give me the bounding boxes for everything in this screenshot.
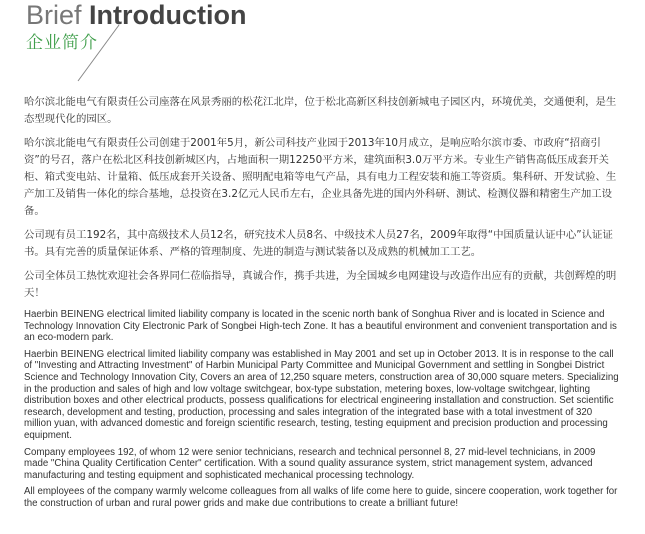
title-light: Brief: [26, 0, 90, 30]
title-bold: Introduction: [89, 0, 247, 30]
intro-paragraph-en-4: All employees of the company warmly welcome colleagues from all walks of life come here to guide, sincere cooperation, work together for the construction of urban and rural power grids and make due contributions to create a brilliant future!: [24, 486, 618, 509]
intro-paragraph-cn-2: 哈尔滨北能电气有限责任公司创建于2001年5月，新公司科技产业园于2013年10月成立，是响应哈尔滨市委、市政府“招商引资”的号召，落户在松北区科技创新城区内，占地面积一期12250平方米，建筑面积3.0万平方米。专业生产销售高低压成套开关柜、箱式变电站、计量箱、低压成套开关设备、照明配电箱等电气产品，具有电力工程安装和施工等资质。集科研、开发试验、生产加工及销售一体化的综合基地，总投资在3.2亿元人民币左右，企业具备先进的国内外科研、测试、检测仪器和精密生产加工设备。: [24, 137, 617, 217]
page-subtitle: 企业简介: [26, 33, 98, 53]
intro-paragraph-cn-1: 哈尔滨北能电气有限责任公司座落在风景秀丽的松花江北岸，位于松北高新区科技创新城电子园区内，环境优美，交通便利，是生态型现代化的园区。: [24, 96, 617, 125]
intro-paragraph-en-1: Haerbin BEINENG electrical limited liability company is located in the scenic north bank of Songhua River and is located in Science and Technology Innovation City Electronic Park of Songbei High-tech Zone. It has a beautiful environment and convenient transportation and is an eco-modern park.: [24, 309, 617, 344]
intro-paragraph-cn-4: 公司全体员工热忱欢迎社会各界同仁莅临指导，真诚合作，携手共进，为全国城乡电网建设与改造作出应有的贡献，共创辉煌的明天！: [24, 270, 617, 299]
intro-paragraph-en-3: Company employees 192, of whom 12 were senior technicians, research and technical personnel 8, 27 mid-level technicians, in 2009 made "China Quality Certification Center" certification. With a sound quality assurance system, strict management system, advanced manufacturing and testing equipment and sophisticated mechanical processing technology.: [24, 446, 596, 481]
intro-paragraph-en-2: Haerbin BEINENG electrical limited liability company was established in May 2001 and set up in October 2013. It is in response to the call of "Investing and Attracting Investment" of Harbin Municipal Party Committee and Municipal Government and settling in Songbei District Science and Technology Innovation City, Covers an area of 12,250 square meters, construction area of 30,000 square meters. Specializing in the production and sales of high and low voltage switchgear, box-type substation, metering boxes, low-voltage switchgear, lighting distribution boxes and other electrical products, possess qualifications for electrical engineering installation and construction. Set scientific research, development and testing, production, processing and sales integration of the integrated base with a total investment of 320 million yuan, with advanced domestic and foreign scientific research, testing, testing equipment and precision production and processing equipment.: [24, 348, 619, 441]
intro-paragraph-cn-3: 公司现有员工192名，其中高级技术人员12名，研究技术人员8名、中级技术人员27名，2009年取得“中国质量认证中心”认证证书。具有完善的质量保证体系、严格的管理制度、先进的制造与测试装备以及成熟的机械加工工艺。: [24, 229, 613, 258]
intro-content: [24, 94, 622, 515]
decorative-slash-line: [76, 24, 120, 82]
page-title: [26, 0, 247, 30]
page-header: [26, 0, 247, 54]
